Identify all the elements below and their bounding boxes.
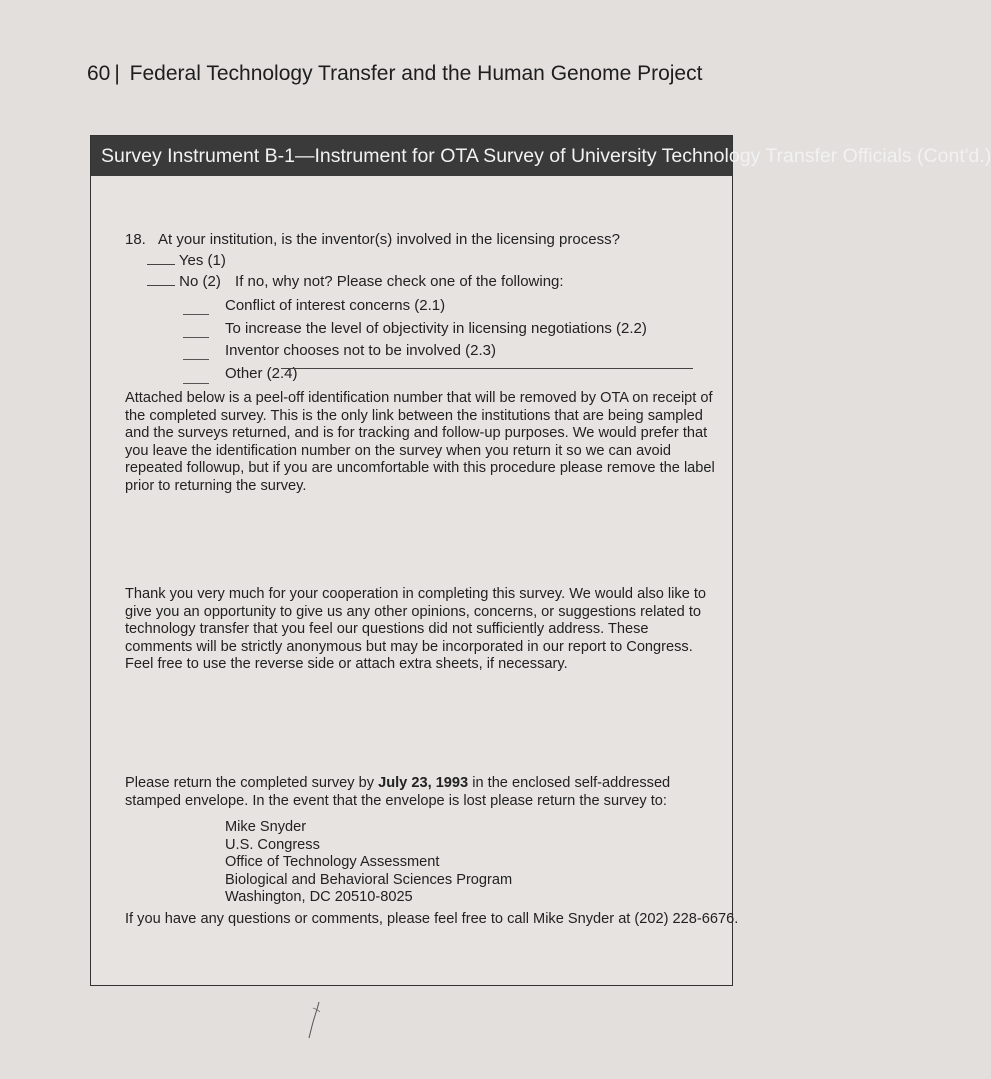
answer-blank-2-4[interactable] xyxy=(183,383,209,384)
address-line: U.S. Congress xyxy=(225,836,320,853)
pen-mark xyxy=(305,1000,325,1040)
other-write-in-line[interactable] xyxy=(281,368,693,369)
answer-blank-2-3[interactable] xyxy=(183,359,209,360)
option-no xyxy=(147,273,564,290)
survey-banner: Survey Instrument B-1—Instrument for OTA Survey of University Technology Transfer Officials (Cont'd.) xyxy=(91,136,732,176)
identification-paragraph: Attached below is a peel-off identification number that will be removed by OTA on receipt of the completed survey. This is the only link between the institutions that are being sampled and the surveys returned, and is for tracking and follow-up purposes. We would prefer that you leave the identification number on the survey when you return it so we can avoid repeated followup, but if you are uncomfortable with this procedure please remove the label prior to returning the survey. xyxy=(125,390,715,494)
return-prefix: Please return the completed survey by xyxy=(125,775,379,791)
option-yes-label: Yes (1) xyxy=(178,252,226,269)
answer-blank-yes[interactable] xyxy=(147,264,175,265)
address-line: Washington, DC 20510-8025 xyxy=(225,889,413,905)
address-line: Mike Snyder xyxy=(225,819,307,835)
return-date: July 23, 1993 xyxy=(378,775,469,791)
address-line: Office of Technology Assessment xyxy=(225,854,440,870)
page-header xyxy=(87,62,702,86)
sub-option-2-3: Inventor chooses not to be involved (2.3) xyxy=(225,342,496,359)
header-separator: | xyxy=(114,62,120,85)
page-title: Federal Technology Transfer and the Human Genome Project xyxy=(129,62,703,85)
sub-option-2-1: Conflict of interest concerns (2.1) xyxy=(225,297,446,314)
answer-blank-no[interactable] xyxy=(147,285,175,286)
contact-line: If you have any questions or comments, please feel free to call Mike Snyder at (202) 228-6676. xyxy=(125,911,739,927)
question-18 xyxy=(125,231,620,248)
sub-option-2-4: Other (2.4) xyxy=(225,365,298,382)
thanks-paragraph: Thank you very much for your cooperation in completing this survey. We would also like to give you an opportunity to give us any other opinions, concerns, or suggestions related to technology transfer that you feel our questions did not sufficiently address. These comments will be strictly anonymous but may be incorporated in our report to Congress. Feel free to use the reverse side or attach extra sheets, if necessary. xyxy=(125,586,707,672)
survey-box xyxy=(90,135,991,986)
mailing-address xyxy=(225,819,512,907)
return-paragraph xyxy=(125,775,715,810)
answer-blank-2-2[interactable] xyxy=(183,337,209,338)
page-number: 60 xyxy=(87,62,111,85)
option-no-label: No (2) xyxy=(179,273,221,290)
option-yes xyxy=(147,252,226,269)
question-number: 18. xyxy=(125,231,146,248)
sub-option-2-2: To increase the level of objectivity in licensing negotiations (2.2) xyxy=(225,320,647,337)
question-text: At your institution, is the inventor(s) involved in the licensing process? xyxy=(158,231,620,248)
return-suffix: in the enclosed self-addressed stamped envelope. In the event that the envelope is lost please return the survey to: xyxy=(125,775,671,809)
option-no-followup: If no, why not? Please check one of the following: xyxy=(235,273,564,290)
answer-blank-2-1[interactable] xyxy=(183,314,209,315)
address-line: Biological and Behavioral Sciences Program xyxy=(225,871,513,888)
